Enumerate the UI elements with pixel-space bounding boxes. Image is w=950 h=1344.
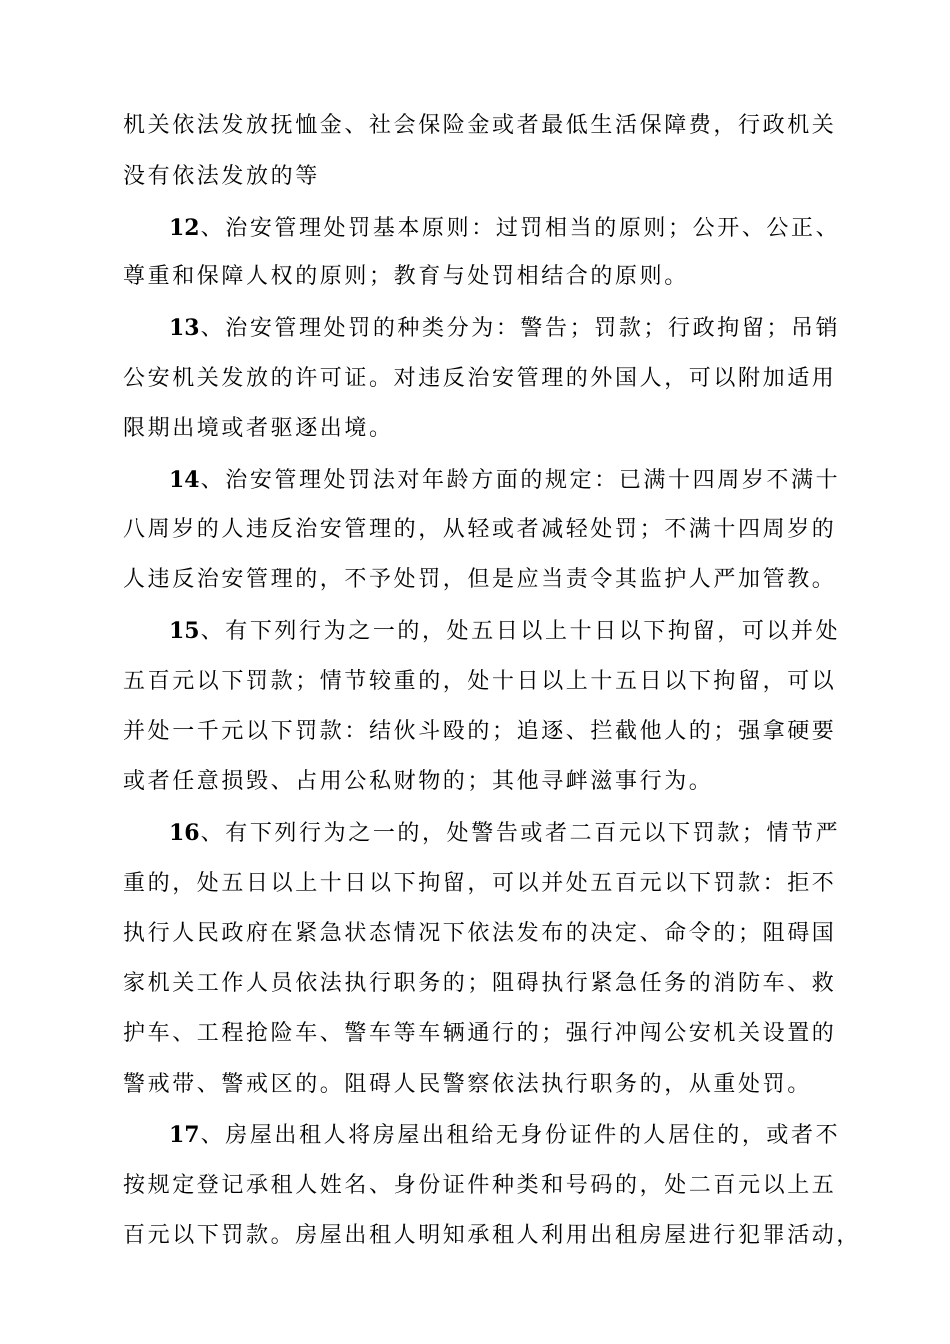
text-line: 八周岁的人违反治安管理的，从轻或者减轻处罚；不满十四周岁的 — [123, 517, 837, 542]
text-line: 护车、工程抢险车、警车等车辆通行的；强行冲闯公安机关设置的 — [123, 1021, 837, 1046]
paragraph-13-first-line — [169, 313, 840, 343]
text-line: 公安机关发放的许可证。对违反治安管理的外国人，可以附加适用 — [123, 366, 837, 391]
item-number: 17 — [169, 1122, 200, 1148]
text-line: 并处一千元以下罚款：结伙斗殴的；追逐、拦截他人的；强拿硬要 — [123, 719, 837, 744]
text-line: 按规定登记承租人姓名、身份证件种类和号码的，处二百元以上五 — [123, 1173, 837, 1198]
text-line: 、有下列行为之一的，处五日以上十日以下拘留，可以并处 — [200, 619, 841, 644]
text-line: 百元以下罚款。房屋出租人明知承租人利用出租房屋进行犯罪活动， — [123, 1223, 862, 1248]
text-line: 五百元以下罚款；情节较重的，处十日以上十五日以下拘留，可以 — [123, 669, 837, 694]
text-line: 或者任意损毁、占用公私财物的；其他寻衅滋事行为。 — [123, 769, 714, 794]
item-number: 14 — [169, 467, 200, 493]
text-line: 、房屋出租人将房屋出租给无身份证件的人居住的，或者不 — [200, 1123, 841, 1148]
text-line: 机关依法发放抚恤金、社会保险金或者最低生活保障费，行政机关 — [123, 113, 837, 138]
text-line: 人违反治安管理的，不予处罚，但是应当责令其监护人严加管教。 — [123, 567, 837, 592]
text-line: 限期出境或者驱逐出境。 — [123, 416, 394, 441]
text-line: 警戒带、警戒区的。阻碍人民警察依法执行职务的，从重处罚。 — [123, 1072, 812, 1097]
paragraph-12-first-line — [169, 213, 840, 243]
item-number: 12 — [169, 215, 200, 241]
text-line: 、治安管理处罚基本原则：过罚相当的原则；公开、公正、 — [200, 216, 841, 241]
item-number: 13 — [169, 315, 200, 341]
paragraph-15-first-line — [169, 616, 840, 646]
paragraph-16-first-line — [169, 818, 840, 848]
text-line: 重的，处五日以上十日以下拘留，可以并处五百元以下罚款：拒不 — [123, 871, 837, 896]
text-line: 尊重和保障人权的原则；教育与处罚相结合的原则。 — [123, 264, 689, 289]
text-line: 家机关工作人员依法执行职务的；阻碍执行紧急任务的消防车、救 — [123, 971, 837, 996]
text-line: 执行人民政府在紧急状态情况下依法发布的决定、命令的；阻碍国 — [123, 921, 837, 946]
text-line: 没有依法发放的等 — [123, 164, 320, 189]
item-number: 15 — [169, 618, 200, 644]
text-line: 、有下列行为之一的，处警告或者二百元以下罚款；情节严 — [200, 821, 841, 846]
text-line: 、治安管理处罚的种类分为：警告；罚款；行政拘留；吊销 — [200, 316, 841, 341]
paragraph-17-first-line — [169, 1120, 840, 1150]
text-line: 、治安管理处罚法对年龄方面的规定：已满十四周岁不满十 — [200, 468, 841, 493]
item-number: 16 — [169, 820, 200, 846]
paragraph-14-first-line — [169, 465, 840, 495]
